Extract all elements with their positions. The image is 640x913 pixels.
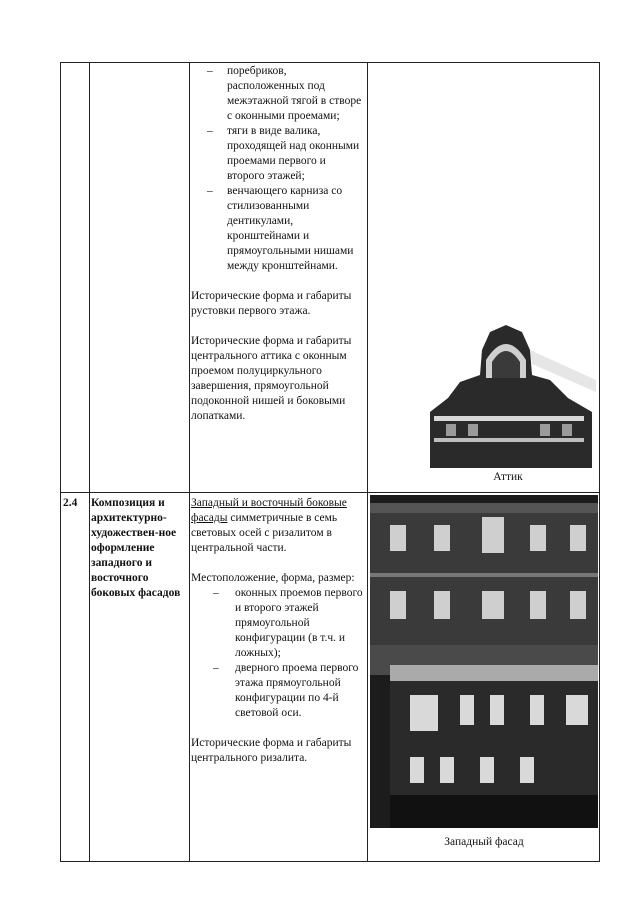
row-2-paragraph-1: Исторические форма и габариты центрального ризалита. (191, 737, 352, 764)
table-border-left (60, 62, 61, 862)
column-divider-2 (189, 62, 190, 862)
table-border-right (599, 62, 600, 862)
attic-photo-caption: Аттик (493, 471, 523, 483)
row-1-paragraph-1: Исторические форма и габариты рустовки первого этажа. (191, 290, 352, 317)
list-item: – поребриков, расположенных под межэтажной тягой в створе с оконными проемами; (191, 64, 366, 124)
row-2-heading: Западный и восточный боковые фасады (191, 497, 347, 524)
column-divider-1 (89, 62, 90, 862)
column-divider-3 (367, 62, 368, 862)
west-facade-photo (370, 495, 598, 828)
list-item: – оконных проемов первого и второго этажей прямоугольной конфигурации (в т.ч. и ложных); (191, 586, 366, 661)
list-item: – тяги в виде валика, проходящей над оконными проемами первого и второго этажей; (191, 124, 366, 184)
table-border-bottom (60, 861, 600, 862)
row-2-element-name: Композиция и архитектурно-художествен-ное оформление западного и восточного боковых фасадов (91, 497, 181, 599)
row-1-paragraph-2: Исторические форма и габариты центрального аттика с оконным проемом полуциркульного завершения, прямоугольной подоконной нишей и боковыми лопатками. (191, 335, 352, 422)
row-1-element-list (191, 64, 366, 274)
row-1-description (191, 64, 366, 424)
attic-photo (420, 320, 596, 468)
list-item: – венчающего карниза со стилизованными дентикулами, кронштейнами и прямоугольными нишами между кронштейнами. (191, 184, 366, 274)
row-2-description (191, 496, 366, 766)
row-2-number: 2.4 (63, 497, 78, 509)
list-item: – дверного проема первого этажа прямоугольной конфигурации по 4-й световой оси. (191, 661, 366, 721)
row-2-intro: Местоположение, форма, размер: (191, 572, 355, 584)
row-divider (60, 492, 600, 493)
west-facade-photo-caption: Западный фасад (444, 836, 524, 848)
row-2-element-list (191, 586, 366, 721)
table-border-top (60, 62, 600, 63)
row-2-heading-rest: симметричные в семь световых осей с ризалитом в центральной части. (191, 512, 338, 554)
monument-subject-table (60, 62, 600, 862)
